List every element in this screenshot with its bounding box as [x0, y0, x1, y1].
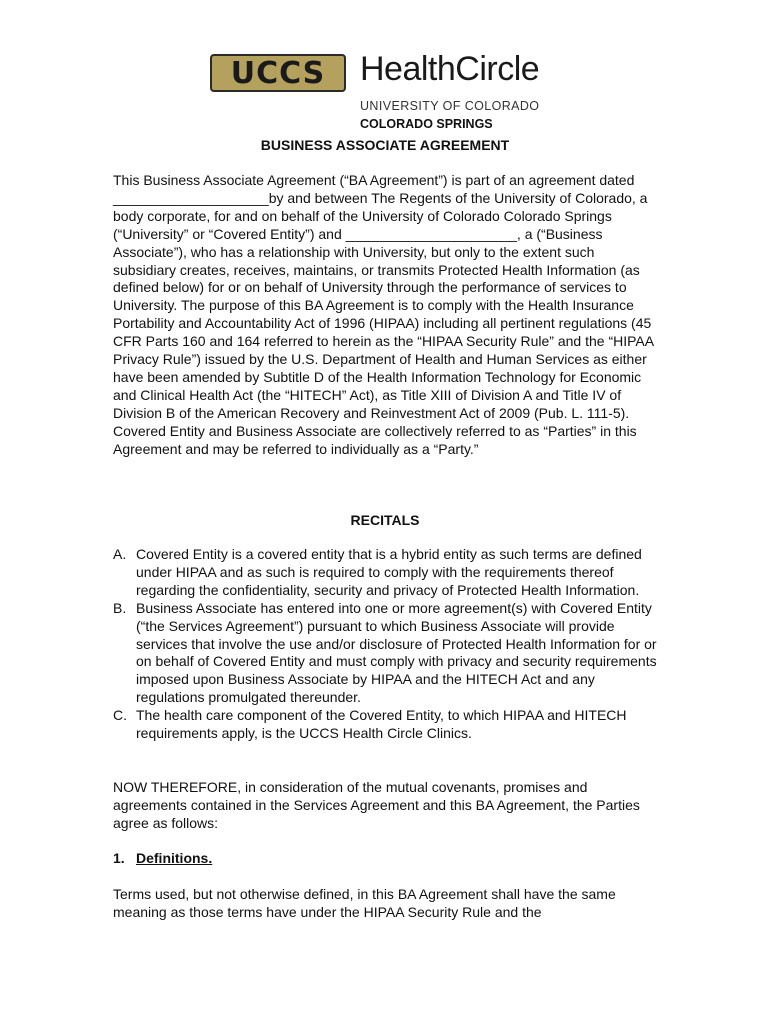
document-title: BUSINESS ASSOCIATE AGREEMENT	[260, 137, 510, 153]
recital-item-b	[113, 600, 658, 707]
recitals-heading: RECITALS	[350, 512, 420, 528]
section-1-heading	[113, 850, 212, 866]
uccs-logo-mark: UCCS	[210, 54, 346, 92]
definitions-paragraph: Terms used, but not otherwise defined, in this BA Agreement shall have the same meaning as those terms have under the HIPAA Security Rule and the	[113, 886, 616, 920]
logo-university-line: UNIVERSITY OF COLORADO	[360, 99, 540, 113]
recital-text: Covered Entity is a covered entity that is a hybrid entity as such terms are defined under HIPAA and as such is required to comply with the requirements thereof regarding the confidentiality, security and privacy of Protected Health Information.	[136, 546, 642, 598]
recital-text: The health care component of the Covered Entity, to which HIPAA and HITECH requirements apply, is the UCCS Health Circle Clinics.	[136, 707, 627, 742]
recital-marker: B.	[113, 599, 127, 616]
recital-marker: A.	[113, 546, 127, 562]
recital-text: Business Associate has entered into one or more agreement(s) with Covered Entity (“the Services Agreement”) pursuant to which Business Associate will provide services that involve the use and/or disclosure of Protected Health Information for or on behalf of Covered Entity and must comply with privacy and security requirements imposed upon Business Associate by HIPAA and the HITECH Act and any regulations promulgated thereunder.	[136, 599, 657, 706]
recital-item-c	[113, 707, 658, 743]
logo-campus-line: COLORADO SPRINGS	[360, 117, 493, 131]
recital-item-a	[113, 546, 658, 600]
intro-paragraph: This Business Associate Agreement (“BA Agreement”) is part of an agreement dated ____________________by and between The Regents of the University of Colorado, a body corporate, for and on behalf of the University of Colorado Colorado Springs (“University” or “Covered Entity”) and ______________________, a (“Business Associate”), who has a relationship with University, but only to the extent such subsidiary creates, receives, maintains, or transmits Protected Health Information (as defined below) for or on behalf of University through the performance of services to University. The purpose of this BA Agreement is to comply with the Health Insurance Portability and Accountability Act of 1996 (HIPAA) including all pertinent regulations (45 CFR Parts 160 and 164 referred to herein as the “HIPAA Security Rule” and the “HIPAA Privacy Rule”) issued by the U.S. Department of Health and Human Services as either have been amended by Subtitle D of the Health Information Technology for Economic and Clinical Health Act (the “HITECH” Act), as Title XIII of Division A and Title IV of Division B of the American Recovery and Reinvestment Act of 2009 (Pub. L. 111-5). Covered Entity and Business Associate are collectively referred to as “Parties” in this Agreement and may be referred to individually as a “Party.”	[113, 172, 654, 457]
section-number: 1.	[113, 850, 125, 866]
section-label: Definitions.	[136, 850, 213, 866]
now-therefore-paragraph: NOW THEREFORE, in consideration of the mutual covenants, promises and agreements contained in the Services Agreement and this BA Agreement, the Parties agree as follows:	[113, 779, 640, 831]
uccs-healthcircle-logo	[210, 52, 570, 132]
logo-healthcircle-name: HealthCircle	[360, 50, 540, 88]
recital-marker: C.	[113, 707, 127, 724]
recitals-list	[113, 546, 658, 743]
